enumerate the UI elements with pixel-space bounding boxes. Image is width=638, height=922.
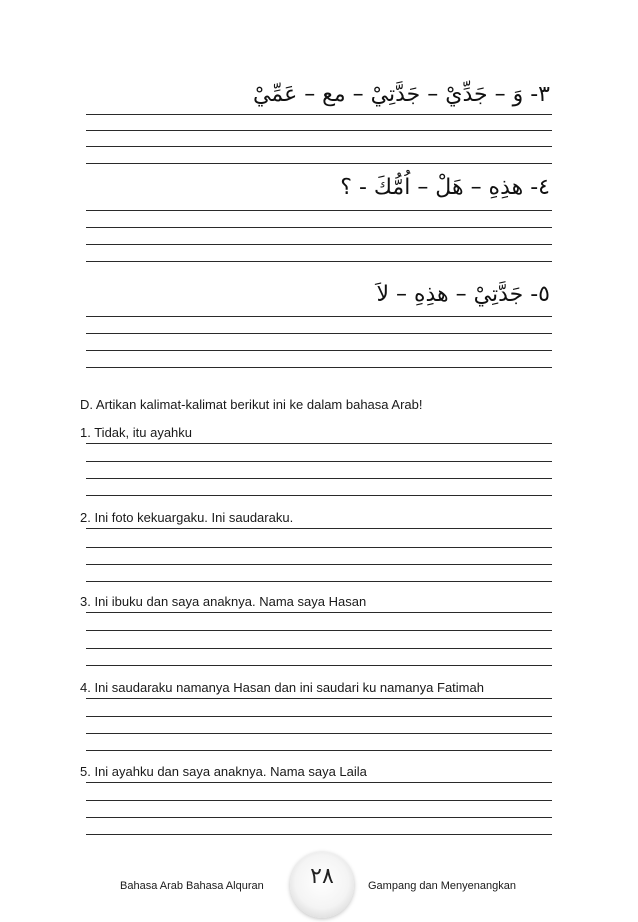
answer-line	[86, 316, 552, 317]
translation-item-2: 2. Ini foto kekuargaku. Ini saudaraku.	[80, 510, 294, 525]
answer-line	[86, 350, 552, 351]
translation-item-4: 4. Ini saudaraku namanya Hasan dan ini saudari ku namanya Fatimah	[80, 680, 484, 695]
answer-line	[86, 244, 552, 245]
answer-line	[86, 146, 552, 147]
section-d-heading: D. Artikan kalimat-kalimat berikut ini ke dalam bahasa Arab!	[80, 397, 423, 412]
answer-line	[86, 227, 552, 228]
answer-line	[86, 612, 552, 613]
footer-right-title: Gampang dan Menyenangkan	[368, 880, 516, 892]
answer-line	[86, 478, 552, 479]
page-number-badge	[290, 852, 354, 918]
arabic-item-3: ٣- وَ – جَدِّيْ – جَدَّتِيْ – مع – عَمِّيْ	[253, 82, 550, 107]
translation-item-1: 1. Tidak, itu ayahku	[80, 425, 193, 440]
answer-line	[86, 800, 552, 801]
answer-line	[86, 495, 552, 496]
answer-line	[86, 163, 552, 164]
answer-line	[86, 528, 552, 529]
answer-line	[86, 581, 552, 582]
answer-line	[86, 547, 552, 548]
translation-item-3: 3. Ini ibuku dan saya anaknya. Nama saya Hasan	[80, 594, 367, 609]
answer-line	[86, 564, 552, 565]
answer-line	[86, 750, 552, 751]
footer-left-title: Bahasa Arab Bahasa Alquran	[120, 880, 264, 892]
page-number: ٢٨	[310, 864, 334, 889]
answer-line	[86, 210, 552, 211]
arabic-item-4: ٤- هذِهِ – هَلْ – اُمُّكَ - ؟	[340, 175, 550, 200]
answer-line	[86, 261, 552, 262]
answer-line	[86, 130, 552, 131]
answer-line	[86, 698, 552, 699]
answer-line	[86, 443, 552, 444]
answer-line	[86, 367, 552, 368]
answer-line	[86, 630, 552, 631]
answer-line	[86, 733, 552, 734]
answer-line	[86, 665, 552, 666]
answer-line	[86, 834, 552, 835]
translation-item-5: 5. Ini ayahku dan saya anaknya. Nama saya Laila	[80, 764, 367, 779]
answer-line	[86, 782, 552, 783]
arabic-item-5: ٥- جَدَّتِيْ – هذِهِ – لاَ	[376, 282, 550, 307]
answer-line	[86, 817, 552, 818]
answer-line	[86, 333, 552, 334]
answer-line	[86, 114, 552, 115]
answer-line	[86, 716, 552, 717]
answer-line	[86, 648, 552, 649]
answer-line	[86, 461, 552, 462]
